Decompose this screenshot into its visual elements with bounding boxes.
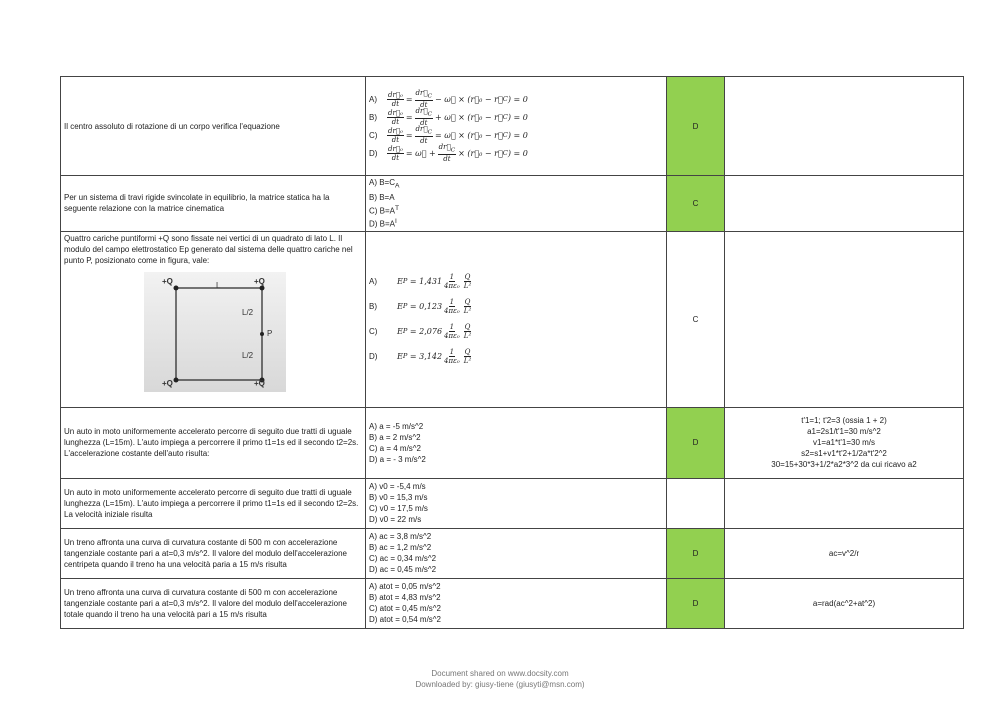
note-line: 30=15+30*3+1/2*a2*3^2 da cui ricavo a2 xyxy=(771,460,917,470)
question-cell: Per un sistema di travi rigide svincolate in equilibrio, la matrice statica ha la seguente relazione con la matrice cinematica xyxy=(61,176,366,232)
question-text: Quattro cariche puntiformi +Q sono fissate nei vertici di un quadrato di lato L. Il modulo del campo elettrostatico Ep generato dal sistema delle quattro cariche nel punto P, posizionato come in figura, vale: xyxy=(64,233,353,265)
option-d: D) E P = 3,142 $\frac{1}{\text{4πε₀}}$ $\frac{Q}{\text{L²}}$ xyxy=(369,348,472,366)
options-cell xyxy=(366,528,667,578)
option-d: D) ac = 0,45 m/s^2 xyxy=(369,565,437,575)
charge-label: +Q xyxy=(254,276,265,286)
answer-cell: D xyxy=(667,77,725,176)
option-c: C) $\frac{\text{dr⃗₀}}{dt}$ = $\frac{dr⃗_C}{dt}$ = ω⃗ × (r⃗₀ − r⃗ C ) = 0 xyxy=(369,124,528,146)
note-cell: a=rad(ac^2+at^2) xyxy=(725,578,964,628)
option-b: B) $\frac{\text{dr⃗₀}}{dt}$ = $\frac{dr⃗_C}{dt}$ + ω⃗ × (r⃗₀ − r⃗ C ) = 0 xyxy=(369,106,528,128)
options-cell xyxy=(366,578,667,628)
table-row xyxy=(61,176,964,232)
note-cell xyxy=(725,176,964,232)
option-a: A) ac = 3,8 m/s^2 xyxy=(369,532,432,542)
question-cell: Un treno affronta una curva di curvatura costante di 500 m con accelerazione tangenziale costante pari a at=0,3 m/s^2. Il valore del modulo dell'accelerazione centripeta quando il treno ha una velocità paria a 15 m/s risulta xyxy=(61,528,366,578)
option-b: B) B=A xyxy=(369,192,395,202)
question-cell: Il centro assoluto di rotazione di un corpo verifica l'equazione xyxy=(61,77,366,176)
options-cell xyxy=(366,77,667,176)
option-a: A) v0 = -5,4 m/s xyxy=(369,482,426,492)
note-cell xyxy=(725,407,964,478)
table-row xyxy=(61,231,964,407)
note-line: v1=a1*t'1=30 m/s xyxy=(812,438,875,448)
option-c: C) ac = 0,34 m/s^2 xyxy=(369,554,437,564)
option-a: A) a = -5 m/s^2 xyxy=(369,421,424,431)
option-a: A) $B=C_A$ xyxy=(369,178,400,190)
note-cell xyxy=(725,231,964,407)
table-row xyxy=(61,77,964,176)
charge-label: +Q xyxy=(254,378,265,388)
answer-cell: C xyxy=(667,176,725,232)
question-cell xyxy=(61,231,366,407)
table-row xyxy=(61,528,964,578)
options-cell xyxy=(366,478,667,528)
option-c: C) atot = 0,45 m/s^2 xyxy=(369,604,442,614)
answer-cell: D xyxy=(667,578,725,628)
option-b: B) ac = 1,2 m/s^2 xyxy=(369,543,432,553)
option-b: B) v0 = 15,3 m/s xyxy=(369,493,428,503)
option-c: C) v0 = 17,5 m/s xyxy=(369,504,428,514)
table-row xyxy=(61,578,964,628)
half-side-label: L/2 xyxy=(242,350,254,360)
question-cell: Un auto in moto uniformemente accelerato percorre di seguito due tratti di uguale lunghezza (L=15m). L'auto impiega a percorrere il primo t1=1s ed il secondo t2=2s. L'accelerazione costante dell'auto risulta: xyxy=(61,407,366,478)
note-line: t'1=1; t'2=3 (ossia 1 + 2) xyxy=(801,416,887,426)
charge-label: +Q xyxy=(162,378,173,388)
footer-downloaded: Downloaded by: giusy-tiene (giusyti@msn.com) xyxy=(415,680,585,689)
square-diagram xyxy=(144,272,286,392)
option-d: D) $B=A^I$ xyxy=(369,218,397,229)
note-line: a1=2s1/t'1=30 m/s^2 xyxy=(807,427,881,437)
options-cell xyxy=(366,176,667,232)
footer-shared: Document shared on www.docsity.com xyxy=(431,669,569,678)
note-cell xyxy=(725,478,964,528)
answer-cell: C xyxy=(667,231,725,407)
option-a: A) $\frac{\text{dr⃗₀}}{dt}$ = $\frac{dr⃗_C}{dt}$ − ω⃗ × (r⃗₀ − r⃗ C ) = 0 xyxy=(369,88,528,110)
option-d: D) a = - 3 m/s^2 xyxy=(369,454,426,464)
option-c: C) a = 4 m/s^2 xyxy=(369,443,421,453)
table-row xyxy=(61,478,964,528)
option-a: A) E P = 1,431 $\frac{1}{\text{4πε₀}}$ $\frac{Q}{\text{L²}}$ xyxy=(369,273,472,291)
note-cell xyxy=(725,77,964,176)
option-b: B) atot = 4,83 m/s^2 xyxy=(369,593,441,603)
question-cell: Un treno affronta una curva di curvatura costante di 500 m con accelerazione tangenziale costante pari a at=0,3 m/s^2. Il valore del modulo dell'accelerazione totale quando il treno ha una velocità pari a 15 m/s risulta xyxy=(61,578,366,628)
table-row xyxy=(61,407,964,478)
half-side-label: L/2 xyxy=(242,307,254,317)
answer-cell: D xyxy=(667,407,725,478)
answer-cell: D xyxy=(667,528,725,578)
charge-label: +Q xyxy=(162,276,173,286)
options-cell xyxy=(366,407,667,478)
note-line: s2=s1+v1*t'2+1/2a*t'2^2 xyxy=(801,449,887,459)
option-c: C) E P = 2,076 $\frac{1}{\text{4πε₀}}$ $\frac{Q}{\text{L²}}$ xyxy=(369,323,472,341)
option-d: D) v0 = 22 m/s xyxy=(369,515,422,525)
note-cell: ac=v^2/r xyxy=(725,528,964,578)
option-b: B) E P = 0,123 $\frac{1}{\text{4πε₀}}$ $\frac{Q}{\text{L²}}$ xyxy=(369,298,472,316)
option-d: D) $\frac{\text{dr⃗₀}}{dt}$ = ω⃗ + $\frac{dr⃗_C}{dt}$ × (r⃗₀ − r⃗ C ) = 0 xyxy=(369,142,528,164)
option-d: D) atot = 0,54 m/s^2 xyxy=(369,615,442,625)
side-label: L xyxy=(216,280,221,290)
option-b: B) a = 2 m/s^2 xyxy=(369,432,421,442)
options-cell xyxy=(366,231,667,407)
question-cell: Un auto in moto uniformemente accelerato percorre di seguito due tratti di uguale lunghezza (L=15m). L'auto impiega a percorrere il primo t1=1s ed il secondo t2=2s. La velocità iniziale risulta xyxy=(61,478,366,528)
option-a: A) atot = 0,05 m/s^2 xyxy=(369,582,441,592)
questions-table xyxy=(60,76,964,629)
point-p-label: P xyxy=(267,328,273,338)
square-charges-figure xyxy=(144,272,286,392)
option-c: C) $B=A^T$ xyxy=(369,204,400,216)
answer-cell xyxy=(667,478,725,528)
